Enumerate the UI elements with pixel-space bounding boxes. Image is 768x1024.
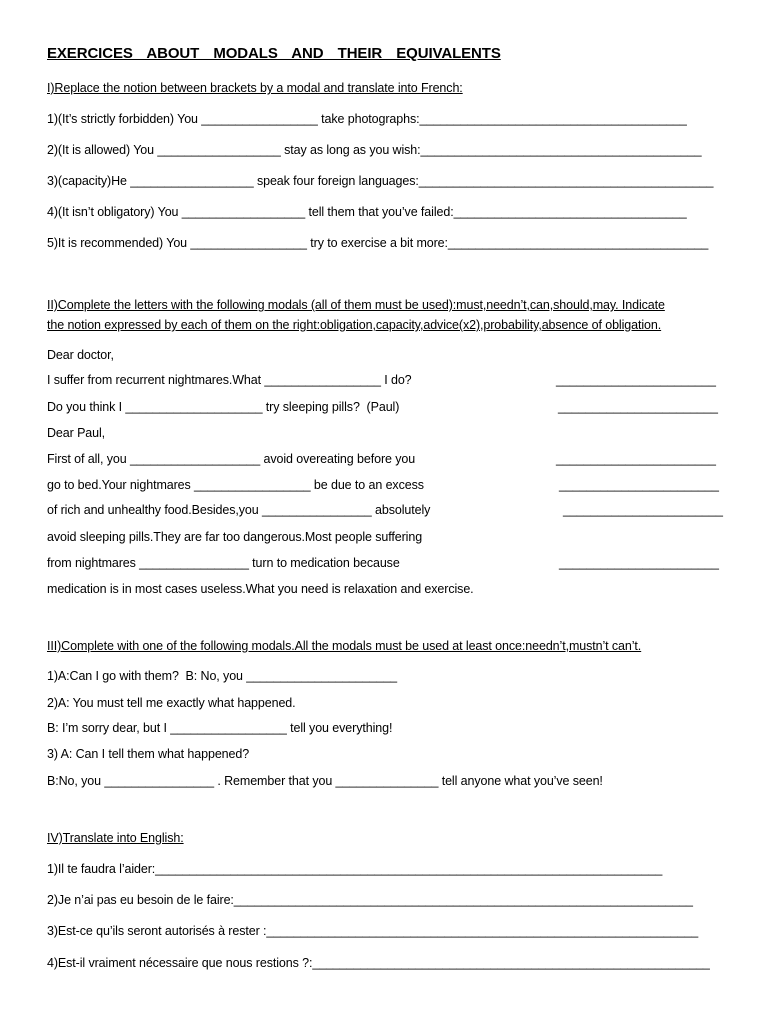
- dialogue-line: 2)A: You must tell me exactly what happened.: [47, 696, 296, 710]
- notion-blank: _______________________: [559, 478, 719, 492]
- notion-blank: _______________________: [556, 373, 716, 387]
- translation-item: 4)Est-il vraiment nécessaire que nous restions ?:__________________________________________________________: [47, 956, 710, 970]
- letter-line: from nightmares ________________ turn to medication because: [47, 556, 400, 570]
- letter-line: Dear Paul,: [47, 426, 106, 440]
- notion-blank: _______________________: [556, 452, 716, 466]
- translation-item: 1)Il te faudra l’aider:__________________________________________________________________________: [47, 862, 663, 876]
- translation-item: 3)Est-ce qu’ils seront autorisés à rester :_______________________________________________________________: [47, 924, 699, 938]
- letter-line: Dear doctor,: [47, 348, 114, 362]
- notion-blank: _______________________: [559, 556, 719, 570]
- section-1-item: 3)(capacity)He __________________ speak four foreign languages:___________________________________________: [47, 174, 714, 188]
- notion-blank: _______________________: [558, 400, 718, 414]
- section-2-heading: the notion expressed by each of them on the right:obligation,capacity,advice(x2),probability,absence of obligation.: [47, 318, 662, 332]
- dialogue-line: 1)A:Can I go with them? B: No, you ______________________: [47, 669, 398, 683]
- section-1-item: 5)It is recommended) You _________________ try to exercise a bit more:______________________________________: [47, 236, 709, 250]
- letter-line: First of all, you ___________________ avoid overeating before you: [47, 452, 416, 466]
- letter-line: medication is in most cases useless.What you need is relaxation and exercise.: [47, 582, 474, 596]
- dialogue-line: 3) A: Can I tell them what happened?: [47, 747, 250, 761]
- letter-line: go to bed.Your nightmares _________________ be due to an excess: [47, 478, 424, 492]
- letter-line: of rich and unhealthy food.Besides,you ________________ absolutely: [47, 503, 431, 517]
- notion-blank: _______________________: [563, 503, 723, 517]
- section-1-item: 4)(It isn’t obligatory) You __________________ tell them that you’ve failed:__________________________________: [47, 205, 687, 219]
- letter-line: avoid sleeping pills.They are far too dangerous.Most people suffering: [47, 530, 423, 544]
- letter-line: I suffer from recurrent nightmares.What _________________ I do?: [47, 373, 412, 387]
- section-2-heading: II)Complete the letters with the following modals (all of them must be used):must,needn’t,can,should,may. Indicate: [47, 298, 665, 312]
- section-1-item: 1)(It’s strictly forbidden) You _________________ take photographs:_______________________________________: [47, 112, 687, 126]
- letter-line: Do you think I ____________________ try sleeping pills? (Paul): [47, 400, 400, 414]
- page-title: EXERCICES ABOUT MODALS AND THEIR EQUIVALENTS: [47, 45, 501, 62]
- dialogue-line: B:No, you ________________ . Remember that you _______________ tell anyone what you’ve seen!: [47, 774, 603, 788]
- section-1-heading: I)Replace the notion between brackets by a modal and translate into French:: [47, 81, 463, 95]
- dialogue-line: B: I’m sorry dear, but I _________________ tell you everything!: [47, 721, 393, 735]
- section-4-heading: IV)Translate into English:: [47, 831, 184, 845]
- section-3-heading: III)Complete with one of the following modals.All the modals must be used at least once:needn’t,mustn’t can’t.: [47, 639, 642, 653]
- section-1-item: 2)(It is allowed) You __________________ stay as long as you wish:_________________________________________: [47, 143, 702, 157]
- translation-item: 2)Je n’ai pas eu besoin de le faire:___________________________________________________________________: [47, 893, 693, 907]
